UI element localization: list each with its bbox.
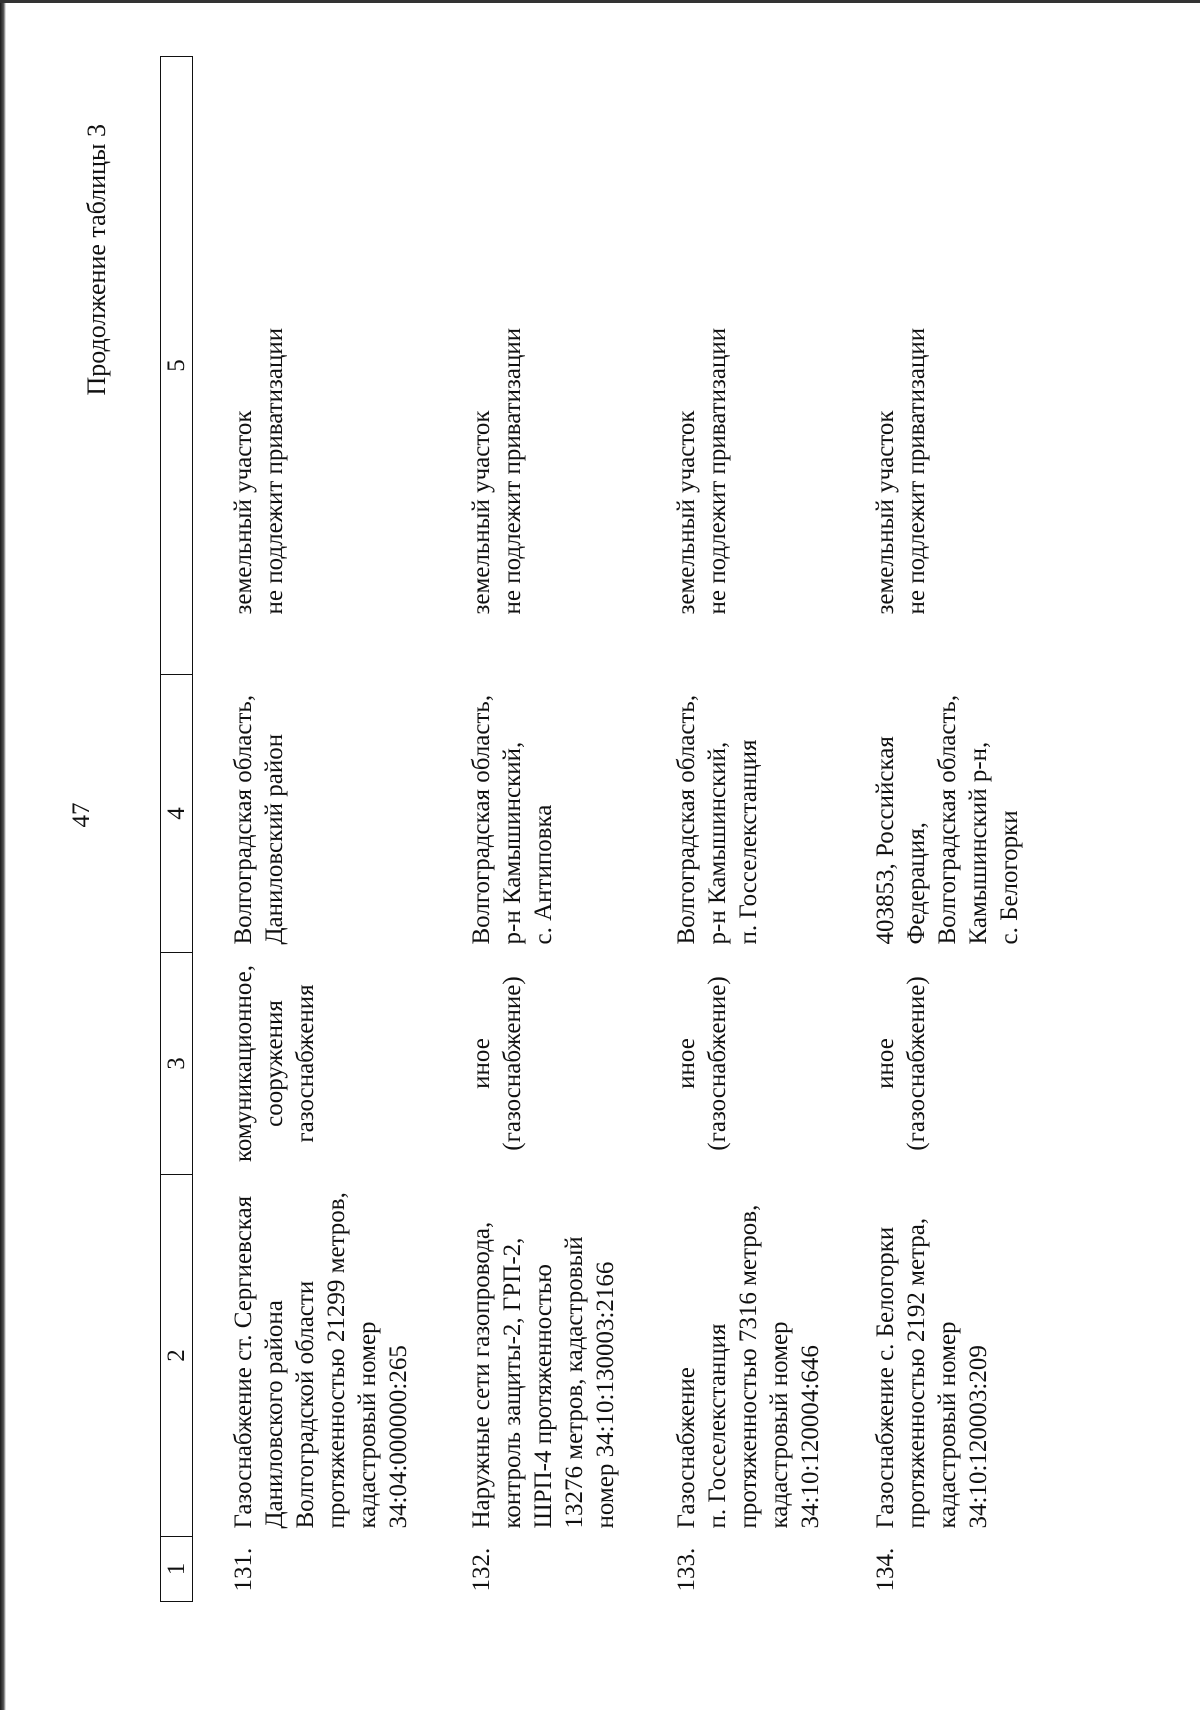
object-purpose xyxy=(621,953,826,1175)
object-purpose xyxy=(414,953,621,1175)
object-address-line: с. Антиповка xyxy=(530,804,557,945)
land-status-line: земельный участок xyxy=(468,410,495,615)
table-caption: Продолжение таблицы 3 xyxy=(82,124,111,396)
object-name-line: протяженностью 7316 метров, xyxy=(735,1204,762,1529)
object-purpose-line: иное xyxy=(468,1038,495,1089)
land-status xyxy=(193,57,415,675)
object-address-line: Волгоградская область, xyxy=(673,694,700,945)
header-col-2: 2 xyxy=(161,1175,193,1537)
object-name-line: п. Госселекстанция xyxy=(704,1323,731,1529)
object-address-line: Федерация, xyxy=(903,822,930,945)
object-address-line: р-н Камышинский, xyxy=(499,741,526,945)
row-number: 133. xyxy=(673,1547,700,1592)
object-name xyxy=(193,1175,415,1537)
object-purpose-line: иное xyxy=(872,1038,899,1089)
object-name-line: контроль защиты-2, ГРП-2, xyxy=(499,1237,526,1529)
row-number: 131. xyxy=(230,1547,257,1592)
land-status-line: земельный участок xyxy=(673,410,700,615)
object-address xyxy=(826,675,1025,953)
header-col-1: 1 xyxy=(161,1537,193,1602)
land-status-line: земельный участок xyxy=(230,410,257,615)
land-status-line: не подлежит приватизации xyxy=(261,327,288,615)
land-status-line: земельный участок xyxy=(872,410,899,615)
land-status-line: не подлежит приватизации xyxy=(499,327,526,615)
page-number: 47 xyxy=(68,802,95,828)
object-address-line: Волгоградская область, xyxy=(230,694,257,945)
header-col-3: 3 xyxy=(161,953,193,1175)
object-purpose-line: (газоснабжение) xyxy=(704,976,731,1151)
object-address xyxy=(414,675,621,953)
land-status-line: не подлежит приватизации xyxy=(903,327,930,615)
object-name-line: Волгоградской области xyxy=(292,1280,319,1529)
object-name-line: Газоснабжение с. Белогорки xyxy=(872,1226,899,1529)
object-name-line: 34:04:000000:265 xyxy=(385,1345,412,1529)
object-name-line: Газоснабжение ст. Сергиевская xyxy=(230,1195,257,1529)
object-purpose-line: иное xyxy=(673,1038,700,1089)
table-row xyxy=(414,57,621,1602)
object-address-line: 403853, Российская xyxy=(872,736,899,945)
object-address-line: Камышинский р-н, xyxy=(965,741,992,945)
object-purpose-line: сооружения xyxy=(261,1000,288,1127)
object-name-line: ШРП-4 протяженностью xyxy=(530,1264,557,1529)
object-address-line: р-н Камышинский, xyxy=(704,741,731,945)
object-name-line: кадастровый номер xyxy=(354,1321,381,1529)
property-table-grid xyxy=(160,56,1025,1602)
object-name-line: кадастровый номер xyxy=(934,1321,961,1529)
object-address xyxy=(193,675,415,953)
header-col-4: 4 xyxy=(161,675,193,953)
table-header-row xyxy=(161,57,193,1602)
land-status xyxy=(826,57,1025,675)
object-name-line: 34:10:120004:646 xyxy=(797,1345,824,1529)
object-name-line: Даниловского района xyxy=(261,1300,288,1529)
table-row xyxy=(193,57,415,1602)
object-name xyxy=(621,1175,826,1537)
table-row xyxy=(621,57,826,1602)
object-purpose-line: газоснабжения xyxy=(292,984,319,1143)
table-row xyxy=(826,57,1025,1602)
land-status xyxy=(621,57,826,675)
row-number: 132. xyxy=(468,1547,495,1592)
object-purpose xyxy=(193,953,415,1175)
object-name-line: номер 34:10:130003:2166 xyxy=(592,1261,619,1529)
object-name-line: Газоснабжение xyxy=(673,1367,700,1529)
object-address-line: Даниловский район xyxy=(261,733,288,945)
table-body xyxy=(193,57,1026,1602)
object-purpose-line: (газоснабжение) xyxy=(903,976,930,1151)
object-name-line: протяженностью 21299 метров, xyxy=(323,1192,350,1529)
table-header xyxy=(161,57,193,1602)
object-name xyxy=(414,1175,621,1537)
object-name-line: 13276 метров, кадастровый xyxy=(561,1236,588,1529)
object-address-line: п. Госселекстанция xyxy=(735,739,762,945)
object-address xyxy=(621,675,826,953)
object-name-line: кадастровый номер xyxy=(766,1321,793,1529)
object-purpose-line: (газоснабжение) xyxy=(499,976,526,1151)
land-status xyxy=(414,57,621,675)
object-purpose xyxy=(826,953,1025,1175)
row-number: 134. xyxy=(872,1547,899,1592)
object-name-line: 34:10:120003:209 xyxy=(965,1345,992,1529)
object-address-line: Волгоградская область, xyxy=(468,694,495,945)
object-name-line: Наружные сети газопровода, xyxy=(468,1221,495,1529)
header-col-5: 5 xyxy=(161,57,193,675)
property-table xyxy=(160,57,1025,1602)
object-address-line: с. Белогорки xyxy=(996,810,1023,945)
object-address-line: Волгоградская область, xyxy=(934,694,961,945)
object-name xyxy=(826,1175,1025,1537)
object-purpose-line: комуникационное, xyxy=(230,965,257,1163)
object-name-line: протяженностью 2192 метра, xyxy=(903,1217,930,1529)
land-status-line: не подлежит приватизации xyxy=(704,327,731,615)
